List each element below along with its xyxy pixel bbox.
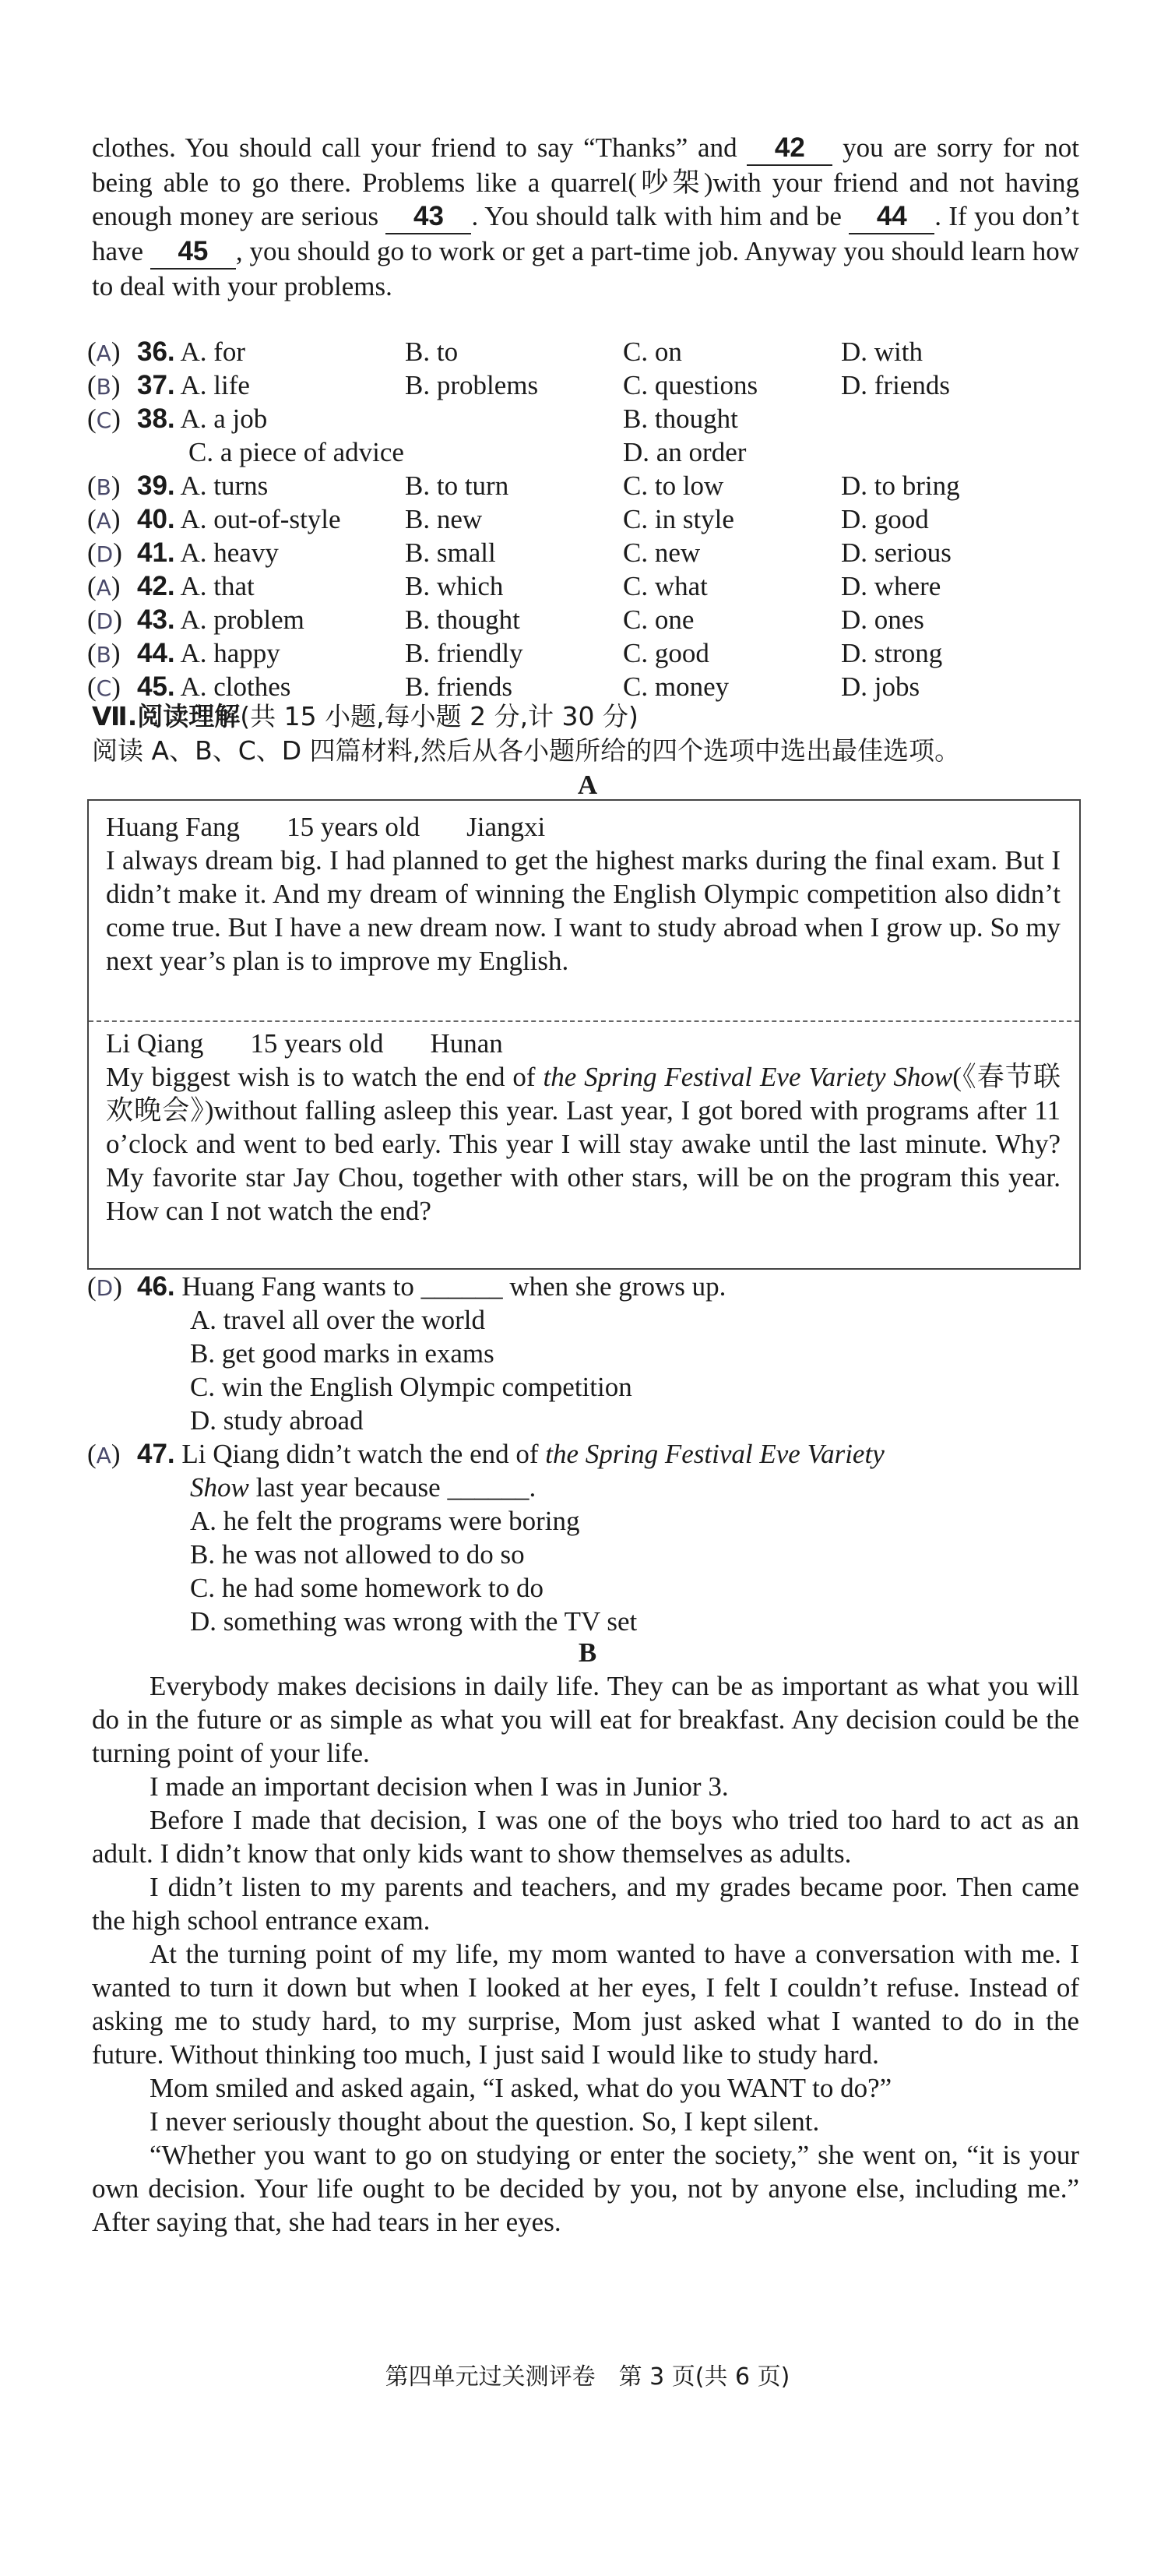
handwritten-answer: A — [96, 508, 111, 534]
answer-bracket: (B) — [87, 470, 121, 501]
blank-44: 44 — [849, 199, 934, 234]
option-d[interactable]: D. ones — [841, 604, 924, 635]
section-number: Ⅶ. — [92, 701, 138, 731]
option-b[interactable]: B. he was not allowed to do so — [190, 1539, 525, 1570]
passage-text: clothes. You should call your friend to say “Thanks” and — [92, 132, 737, 163]
cloze-question-row — [87, 569, 1099, 603]
option-c[interactable]: C. one — [623, 604, 695, 635]
option-b[interactable]: B. problems — [405, 370, 539, 400]
cloze-question-row — [87, 435, 1099, 469]
cloze-question-row — [87, 603, 1099, 636]
option-c[interactable]: C. he had some homework to do — [190, 1573, 544, 1603]
paragraph: Mom smiled and asked again, “I asked, what do you WANT to do?” — [150, 2073, 892, 2103]
passage-text: . You should talk with him and be — [471, 201, 842, 231]
question-stem: last year because ______. — [255, 1472, 536, 1503]
cloze-question-row — [87, 636, 1099, 670]
question-number: 44. — [137, 638, 175, 668]
option-c[interactable]: C. to low — [623, 470, 724, 501]
entry-age: 15 years old — [250, 1028, 384, 1059]
option-a[interactable]: A. travel all over the world — [190, 1305, 486, 1335]
question-number: 45. — [137, 671, 175, 702]
option-d[interactable]: D. with — [841, 337, 923, 367]
show-title: the Spring Festival Eve Variety — [545, 1439, 885, 1469]
dashed-divider — [89, 1020, 1079, 1022]
cloze-question-row — [87, 335, 1099, 368]
question-number: 36. — [137, 337, 175, 367]
option-a[interactable]: 42. A. that — [137, 571, 255, 601]
handwritten-answer: D — [96, 608, 114, 634]
paragraph: Everybody makes decisions in daily life. They can be as important as what you will do in the future or as simple as what you will eat for breakfast. Any decision could be the turning point of your life. — [92, 1671, 1079, 1768]
passage-text: . If you don’t have — [92, 201, 1080, 266]
question-number: 42. — [137, 571, 175, 601]
section-detail: (共 15 小题,每小题 2 分,计 30 分) — [240, 701, 639, 731]
paragraph: I didn’t listen to my parents and teachers, and my grades became poor. Then came the high school entrance exam. — [92, 1872, 1079, 1936]
handwritten-answer: A — [96, 1443, 111, 1468]
entry-2-text — [106, 1060, 1061, 1228]
question-number: 37. — [137, 370, 175, 400]
paragraph: “Whether you want to go on studying or enter the society,” she went on, “it is your own decision. Your life ought to be decided by you, not by anyone else, including me.” After saying that, she had tears in her eyes. — [92, 2140, 1079, 2237]
option-a[interactable]: 45. A. clothes — [137, 671, 291, 702]
cloze-question-row — [87, 402, 1099, 435]
passage-a-label: A — [577, 770, 598, 800]
handwritten-answer: C — [96, 675, 112, 701]
entry-1-meta — [106, 810, 1061, 844]
option-b[interactable]: B. friends — [405, 671, 513, 702]
section-header — [92, 700, 639, 733]
option-d[interactable]: D. jobs — [841, 671, 920, 702]
handwritten-answer: B — [96, 374, 111, 400]
option-d[interactable]: D. to bring — [841, 470, 960, 501]
option-a[interactable]: A. he felt the programs were boring — [190, 1506, 580, 1536]
handwritten-answer: C — [96, 407, 112, 433]
option-a[interactable]: 40. A. out-of-style — [137, 504, 341, 534]
question-number: 41. — [137, 537, 175, 568]
entry-place: Jiangxi — [466, 812, 546, 842]
option-b[interactable]: B. which — [405, 571, 504, 601]
answer-bracket: (B) — [87, 638, 121, 668]
cloze-question-row — [87, 670, 1099, 703]
entry-2-meta — [106, 1027, 1061, 1060]
entry-name: Li Qiang — [106, 1028, 204, 1059]
answer-bracket: (A) — [87, 571, 121, 601]
show-title: the Spring Festival Eve Variety Show — [543, 1062, 953, 1092]
section-instruction: 阅读 A、B、C、D 四篇材料,然后从各小题所给的四个选项中选出最佳选项。 — [92, 735, 961, 766]
paragraph: I never seriously thought about the question. So, I kept silent. — [150, 2106, 820, 2137]
option-d[interactable]: D. where — [841, 571, 941, 601]
handwritten-answer: B — [96, 474, 111, 500]
option-d[interactable]: D. good — [841, 504, 929, 534]
passage-text: , you should go to work or get a part-time job. Anyway you should learn how to deal with your problems. — [92, 236, 1079, 301]
option-d[interactable]: D. serious — [841, 537, 952, 568]
option-b[interactable]: B. to — [405, 337, 459, 367]
option-a[interactable]: 36. A. for — [137, 337, 246, 367]
cloze-passage-end — [92, 131, 1079, 303]
paragraph: Before I made that decision, I was one of the boys who tried too hard to act as an adult. I didn’t know that only kids want to show themselves as adults. — [92, 1805, 1079, 1869]
option-c[interactable]: B. thought — [623, 403, 738, 434]
passage-b — [92, 1669, 1079, 2239]
option-c[interactable]: C. questions — [623, 370, 758, 400]
option-d[interactable]: D. study abroad — [190, 1405, 364, 1436]
option-a[interactable]: 44. A. happy — [137, 638, 280, 668]
show-title: Show — [190, 1472, 249, 1503]
exam-page: clothes. You should call your friend to say “Thanks” and 42 you are sorry for not being able to go there. Problems like a quarrel(吵架)with your friend and not having enough money are serious 43 . You should talk with him and be 44 . If you don’t have 45 , you should go to work or get a part-time job. Anyway you should learn how to deal with your problems. (A) 36. A. for B. to C. on D. with (B) 37. A. life B. problems C. questions D. friends (C) 38. A. a job B. thought C. a piece of advice D. an order (B) 39. A. turns B. to turn C. to low D. to bring (A) 40. A. out-of-style B. new C. in style D. good (D) 41. A. heavy B. small C. new D. serious (A) 42. A. that B. which C. what D. where (D) 43. A. problem B. thought C. one D. ones (B) 44. A. happy B. friendly C. good D. strong (C) 45. A. clothes B. friends C. money D. jobs Ⅶ.阅读理解(共 15 小题,每小题 2 分,计 30 分) 阅读 A、B、C、D 四篇材料,然后从各小题所给的四个选项中选出最佳选项。 A Huang Fang 15 years old Jiangxi I always dream big. I had planned to get the highest marks during the final exam. But I didn’t make it. And my dream of winning the English Olympic competition also didn’t come true. But I have a new dream now. I want to study abroad when I grow up. So my next year’s plan is to improve my English. Li Qiang 15 years old Hunan My biggest wish is to watch the end of the Spring Festival Eve Variety Show(《春节联欢晚会》)without falling asleep this year. Last year, I got bored with programs after 11 o’clock and went to bed early. This year I will stay awake until the last minute. Why? My favorite star Jay Chou, together with other stars, will be on the program this year. How can I not watch the end? (D) 46. Huang Fang wants to ______ when she grows up. A. travel all over the world B. get good marks in exams C. win the English Olympic competition D. study abroad (A) 47. Li Qiang didn’t watch the end of the Spring Festival Eve Variety Show last year because ______. A. he felt the programs were boring B. he was not allowed to do so C. he had some homework to do D. something was wrong with the TV set B Everybody makes decisions in daily life. They can be as important as what you will do in the future or as simple as what you will eat for breakfast. Any decision could be the turning point of your life. I made an important decision when I was in Junior 3. Before I made that decision, I was one of the boys who tried too hard to act as an adult. I didn’t know that only kids want to show themselves as adults. I didn’t listen to my parents and teachers, and my grades became poor. Then came the high school entrance exam. At the turning point of my life, my mom wanted to have a conversation with me. I wanted to turn it down but when I looked at her eyes, I felt I couldn’t refuse. Instead of asking me to study hard, to my surprise, Mom just asked what I wanted to do in the future. Without thinking too much, I just said I would like to study hard. Mom smiled and asked again, “I asked, what do you WANT to do?” I never seriously thought about the question. So, I kept silent. “Whether you want to go on studying or enter the society,” she went on, “it is your own decision. Your life ought to be decided by you, not by anyone else, including me.” After saying that, she had tears in her eyes. 第四单元过关测评卷 第 3 页(共 6 页) — [0, 0, 1175, 2576]
option-b[interactable]: B. to turn — [405, 470, 509, 501]
question-number: 40. — [137, 504, 175, 534]
option-c[interactable]: C. what — [623, 571, 708, 601]
handwritten-answer: D — [96, 1275, 114, 1301]
answer-bracket: (A) — [87, 337, 121, 367]
question-stem: Huang Fang wants to ______ when she grows up. — [181, 1271, 726, 1302]
option-c[interactable]: C. money — [623, 671, 730, 702]
entry-1-text: I always dream big. I had planned to get the highest marks during the final exam. But I didn’t make it. And my dream of winning the English Olympic competition also didn’t come true. But I have a new dream now. I want to study abroad when I grow up. So my next year’s plan is to improve my English. — [106, 845, 1061, 976]
option-b[interactable]: B. get good marks in exams — [190, 1338, 494, 1369]
handwritten-answer: A — [96, 575, 111, 601]
option-d[interactable]: D. something was wrong with the TV set — [190, 1606, 638, 1637]
option-c[interactable]: C. win the English Olympic competition — [190, 1372, 632, 1402]
entry-name: Huang Fang — [106, 812, 241, 842]
q47-stem-cont — [190, 1471, 536, 1504]
paragraph: At the turning point of my life, my mom wanted to have a conversation with me. I wanted to turn it down but when I looked at her eyes, I felt I couldn’t refuse. Instead of asking me to study hard, to my surprise, Mom just asked what I wanted to do in the future. Without thinking too much, I just said I would like to study hard. — [92, 1939, 1079, 2070]
option-c[interactable]: C. new — [623, 537, 701, 568]
answer-bracket: (B) — [87, 370, 121, 400]
option-a[interactable]: 38. A. a job — [137, 403, 268, 434]
passage-a-box — [87, 799, 1081, 1270]
cloze-question-row — [87, 502, 1099, 536]
handwritten-answer: B — [96, 642, 111, 668]
option-c[interactable]: C. good — [623, 638, 709, 668]
question-number: 47. — [137, 1439, 175, 1469]
handwritten-answer: A — [96, 340, 111, 366]
answer-bracket: (D) — [87, 537, 122, 568]
option-a[interactable]: 39. A. turns — [137, 470, 269, 501]
entry-age: 15 years old — [287, 812, 420, 842]
question-number: 43. — [137, 604, 175, 635]
cloze-question-row — [87, 469, 1099, 502]
option-c[interactable]: C. in style — [623, 504, 734, 534]
answer-bracket: (A) — [87, 504, 121, 534]
cloze-question-row — [87, 368, 1099, 402]
option-b[interactable]: B. small — [405, 537, 496, 568]
option-a[interactable]: 43. A. problem — [137, 604, 304, 635]
answer-bracket: (C) — [87, 671, 121, 702]
question-stem: Li Qiang didn’t watch the end of — [181, 1439, 539, 1469]
option-c[interactable]: C. on — [623, 337, 682, 367]
cloze-question-row — [87, 536, 1099, 569]
section-title: 阅读理解 — [137, 701, 241, 731]
answer-bracket: (C) — [87, 403, 121, 434]
handwritten-answer: D — [96, 541, 114, 567]
entry-text: 《春节联欢晚会》)without falling asleep this year. Last year, I got bored with programs after 11 o’clock and went to bed early. This year I will stay awake until the last minute. Why? My favorite star Jay Chou, together with other stars, will be on the program this year. How can I not watch the end? — [106, 1062, 1061, 1226]
option-a[interactable]: 41. A. heavy — [137, 537, 279, 568]
answer-bracket: (D) — [87, 604, 122, 635]
blank-42: 42 — [747, 131, 832, 166]
question-number: 39. — [137, 470, 175, 501]
option-b[interactable]: B. friendly — [405, 638, 523, 668]
option-b[interactable]: B. thought — [405, 604, 520, 635]
passage-text: you are sorry for not being able to go there. Problems like a quarrel(吵架)with your friend and not having enough money are serious — [92, 132, 1080, 231]
page-footer: 第四单元过关测评卷 第 3 页(共 6 页) — [385, 2363, 790, 2391]
paren: ( — [952, 1062, 962, 1092]
blank-43: 43 — [385, 199, 471, 234]
question-number: 46. — [137, 1271, 175, 1302]
option-a[interactable]: 37. A. life — [137, 370, 250, 400]
option-c[interactable]: D. an order — [623, 437, 747, 467]
option-d[interactable]: D. friends — [841, 370, 950, 400]
entry-place: Hunan — [430, 1028, 503, 1059]
passage-b-label: B — [578, 1637, 597, 1668]
question-number: 38. — [137, 403, 175, 434]
entry-text: My biggest wish is to watch the end of — [106, 1062, 536, 1092]
blank-45: 45 — [150, 234, 236, 270]
paragraph: I made an important decision when I was in Junior 3. — [150, 1771, 729, 1802]
option-d[interactable]: D. strong — [841, 638, 943, 668]
option-b[interactable]: B. new — [405, 504, 483, 534]
option-a[interactable]: C. a piece of advice — [188, 437, 404, 467]
